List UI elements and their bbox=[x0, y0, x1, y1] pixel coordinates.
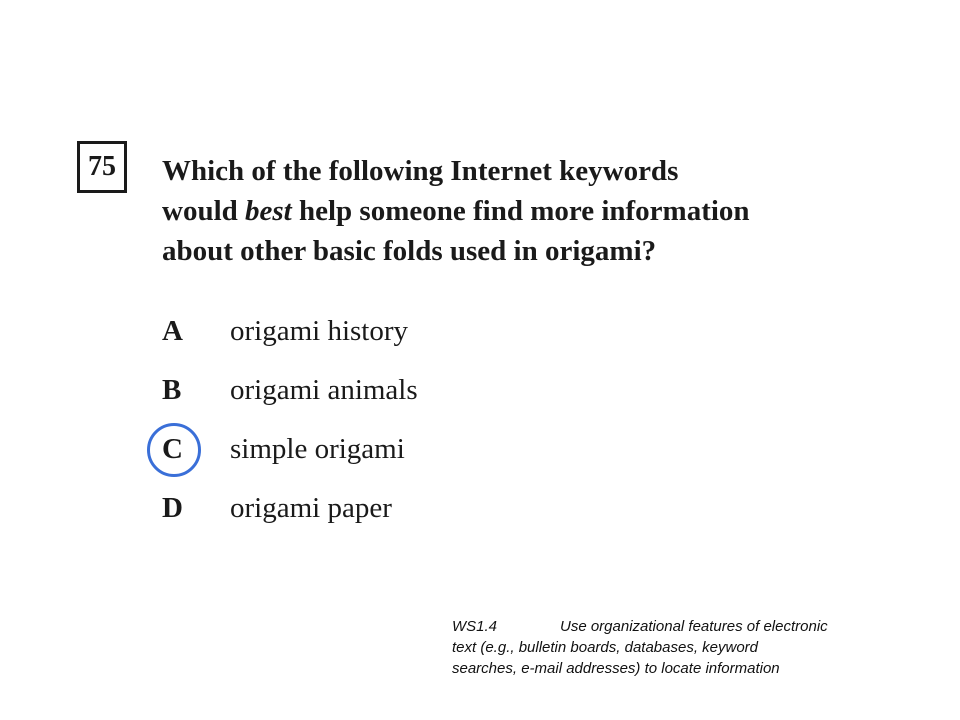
question-emphasis: best bbox=[245, 195, 292, 227]
choice-letter: D bbox=[162, 492, 183, 524]
choice-letter: C bbox=[162, 433, 183, 465]
choice-text: origami paper bbox=[230, 492, 392, 524]
question-line-2 bbox=[162, 191, 902, 231]
choice-text: simple origami bbox=[230, 433, 405, 465]
question-stem bbox=[162, 151, 902, 271]
question-line-1: Which of the following Internet keywords bbox=[162, 155, 679, 187]
question-number-box bbox=[77, 141, 127, 193]
standard-line-1: Use organizational features of electronic bbox=[560, 618, 828, 635]
choice-letter: A bbox=[162, 315, 183, 347]
standard-line-3: searches, e-mail addresses) to locate information bbox=[452, 660, 780, 677]
answer-choices bbox=[162, 302, 418, 538]
standard-line-2: text (e.g., bulletin boards, databases, keyword bbox=[452, 639, 759, 656]
correct-answer-circle bbox=[147, 423, 201, 477]
question-number: 75 bbox=[88, 151, 116, 182]
question-line-3: about other basic folds used in origami? bbox=[162, 235, 657, 267]
question-line-2-end: help someone find more information bbox=[291, 195, 750, 227]
choice-text: origami history bbox=[230, 315, 409, 347]
choice-b[interactable] bbox=[162, 361, 418, 420]
choice-d[interactable] bbox=[162, 479, 418, 538]
standard-code: WS1.4 bbox=[452, 618, 498, 635]
choice-c[interactable] bbox=[162, 420, 418, 479]
choice-letter: B bbox=[162, 374, 182, 406]
standard-note bbox=[452, 616, 912, 679]
choice-a[interactable] bbox=[162, 302, 418, 361]
choice-text: origami animals bbox=[230, 374, 418, 406]
question-line-2-start: would bbox=[162, 195, 246, 227]
